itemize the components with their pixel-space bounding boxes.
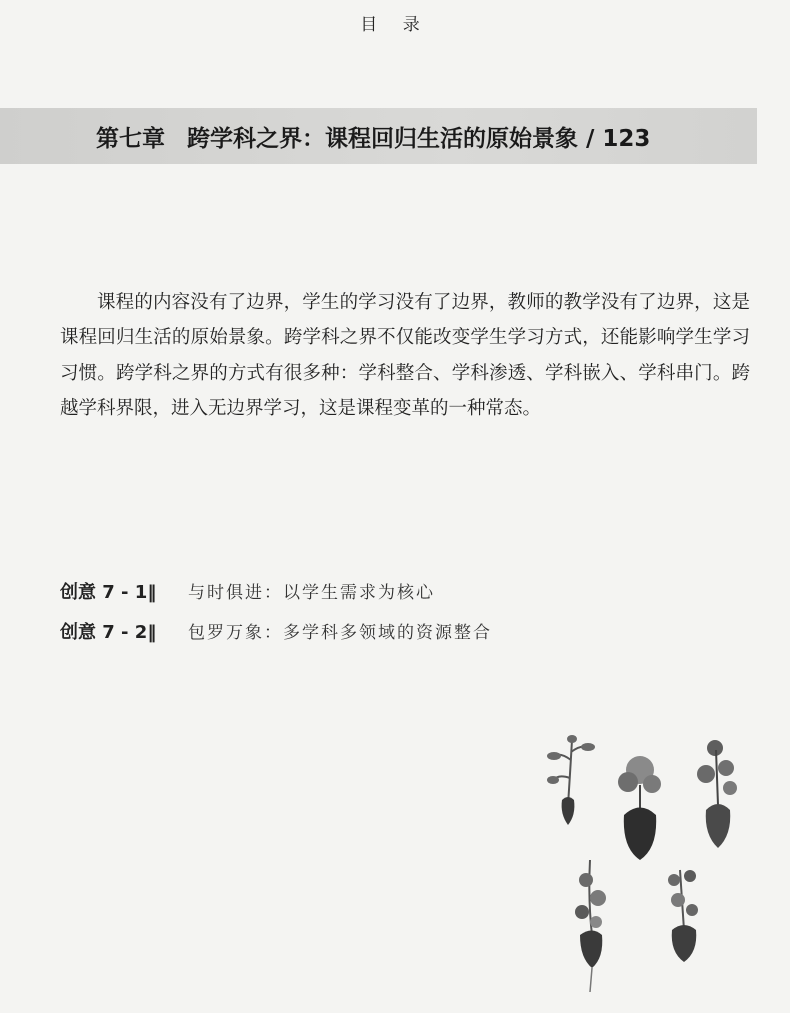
chapter-label: 第七章 — [96, 126, 165, 152]
toc-entry-title: 与时俱进：以学生需求为核心 — [188, 583, 435, 603]
seedling-icon — [668, 870, 698, 962]
seedling-icon — [575, 860, 606, 992]
chapter-heading: 跨学科之界：课程回归生活的原始景象 / 123 — [187, 126, 651, 152]
seedling-icon — [697, 740, 737, 848]
toc-list — [60, 575, 492, 655]
ink-seedlings-illustration — [540, 730, 760, 1000]
toc-entry-code: 创意 7 - 1‖ — [60, 582, 157, 603]
chapter-intro-paragraph: 课程的内容没有了边界，学生的学习没有了边界，教师的教学没有了边界，这是课程回归生活的原始景象。跨学科之界不仅能改变学生学习方式，还能影响学生学习习惯。跨学科之界的方式有很多种：学科整合、学科渗透、学科嵌入、学科串门。跨越学科界限，进入无边界学习，这是课程变革的一种常态。 — [60, 291, 750, 419]
chapter-title — [96, 120, 650, 153]
toc-entry-code: 创意 7 - 2‖ — [60, 622, 157, 643]
running-head: 目 录 — [360, 15, 430, 35]
seedling-icon — [554, 740, 588, 805]
seedling-icon — [618, 756, 661, 860]
toc-entry[interactable] — [60, 575, 492, 615]
toc-entry-title: 包罗万象：多学科多领域的资源整合 — [188, 623, 492, 643]
toc-entry[interactable] — [60, 615, 492, 655]
